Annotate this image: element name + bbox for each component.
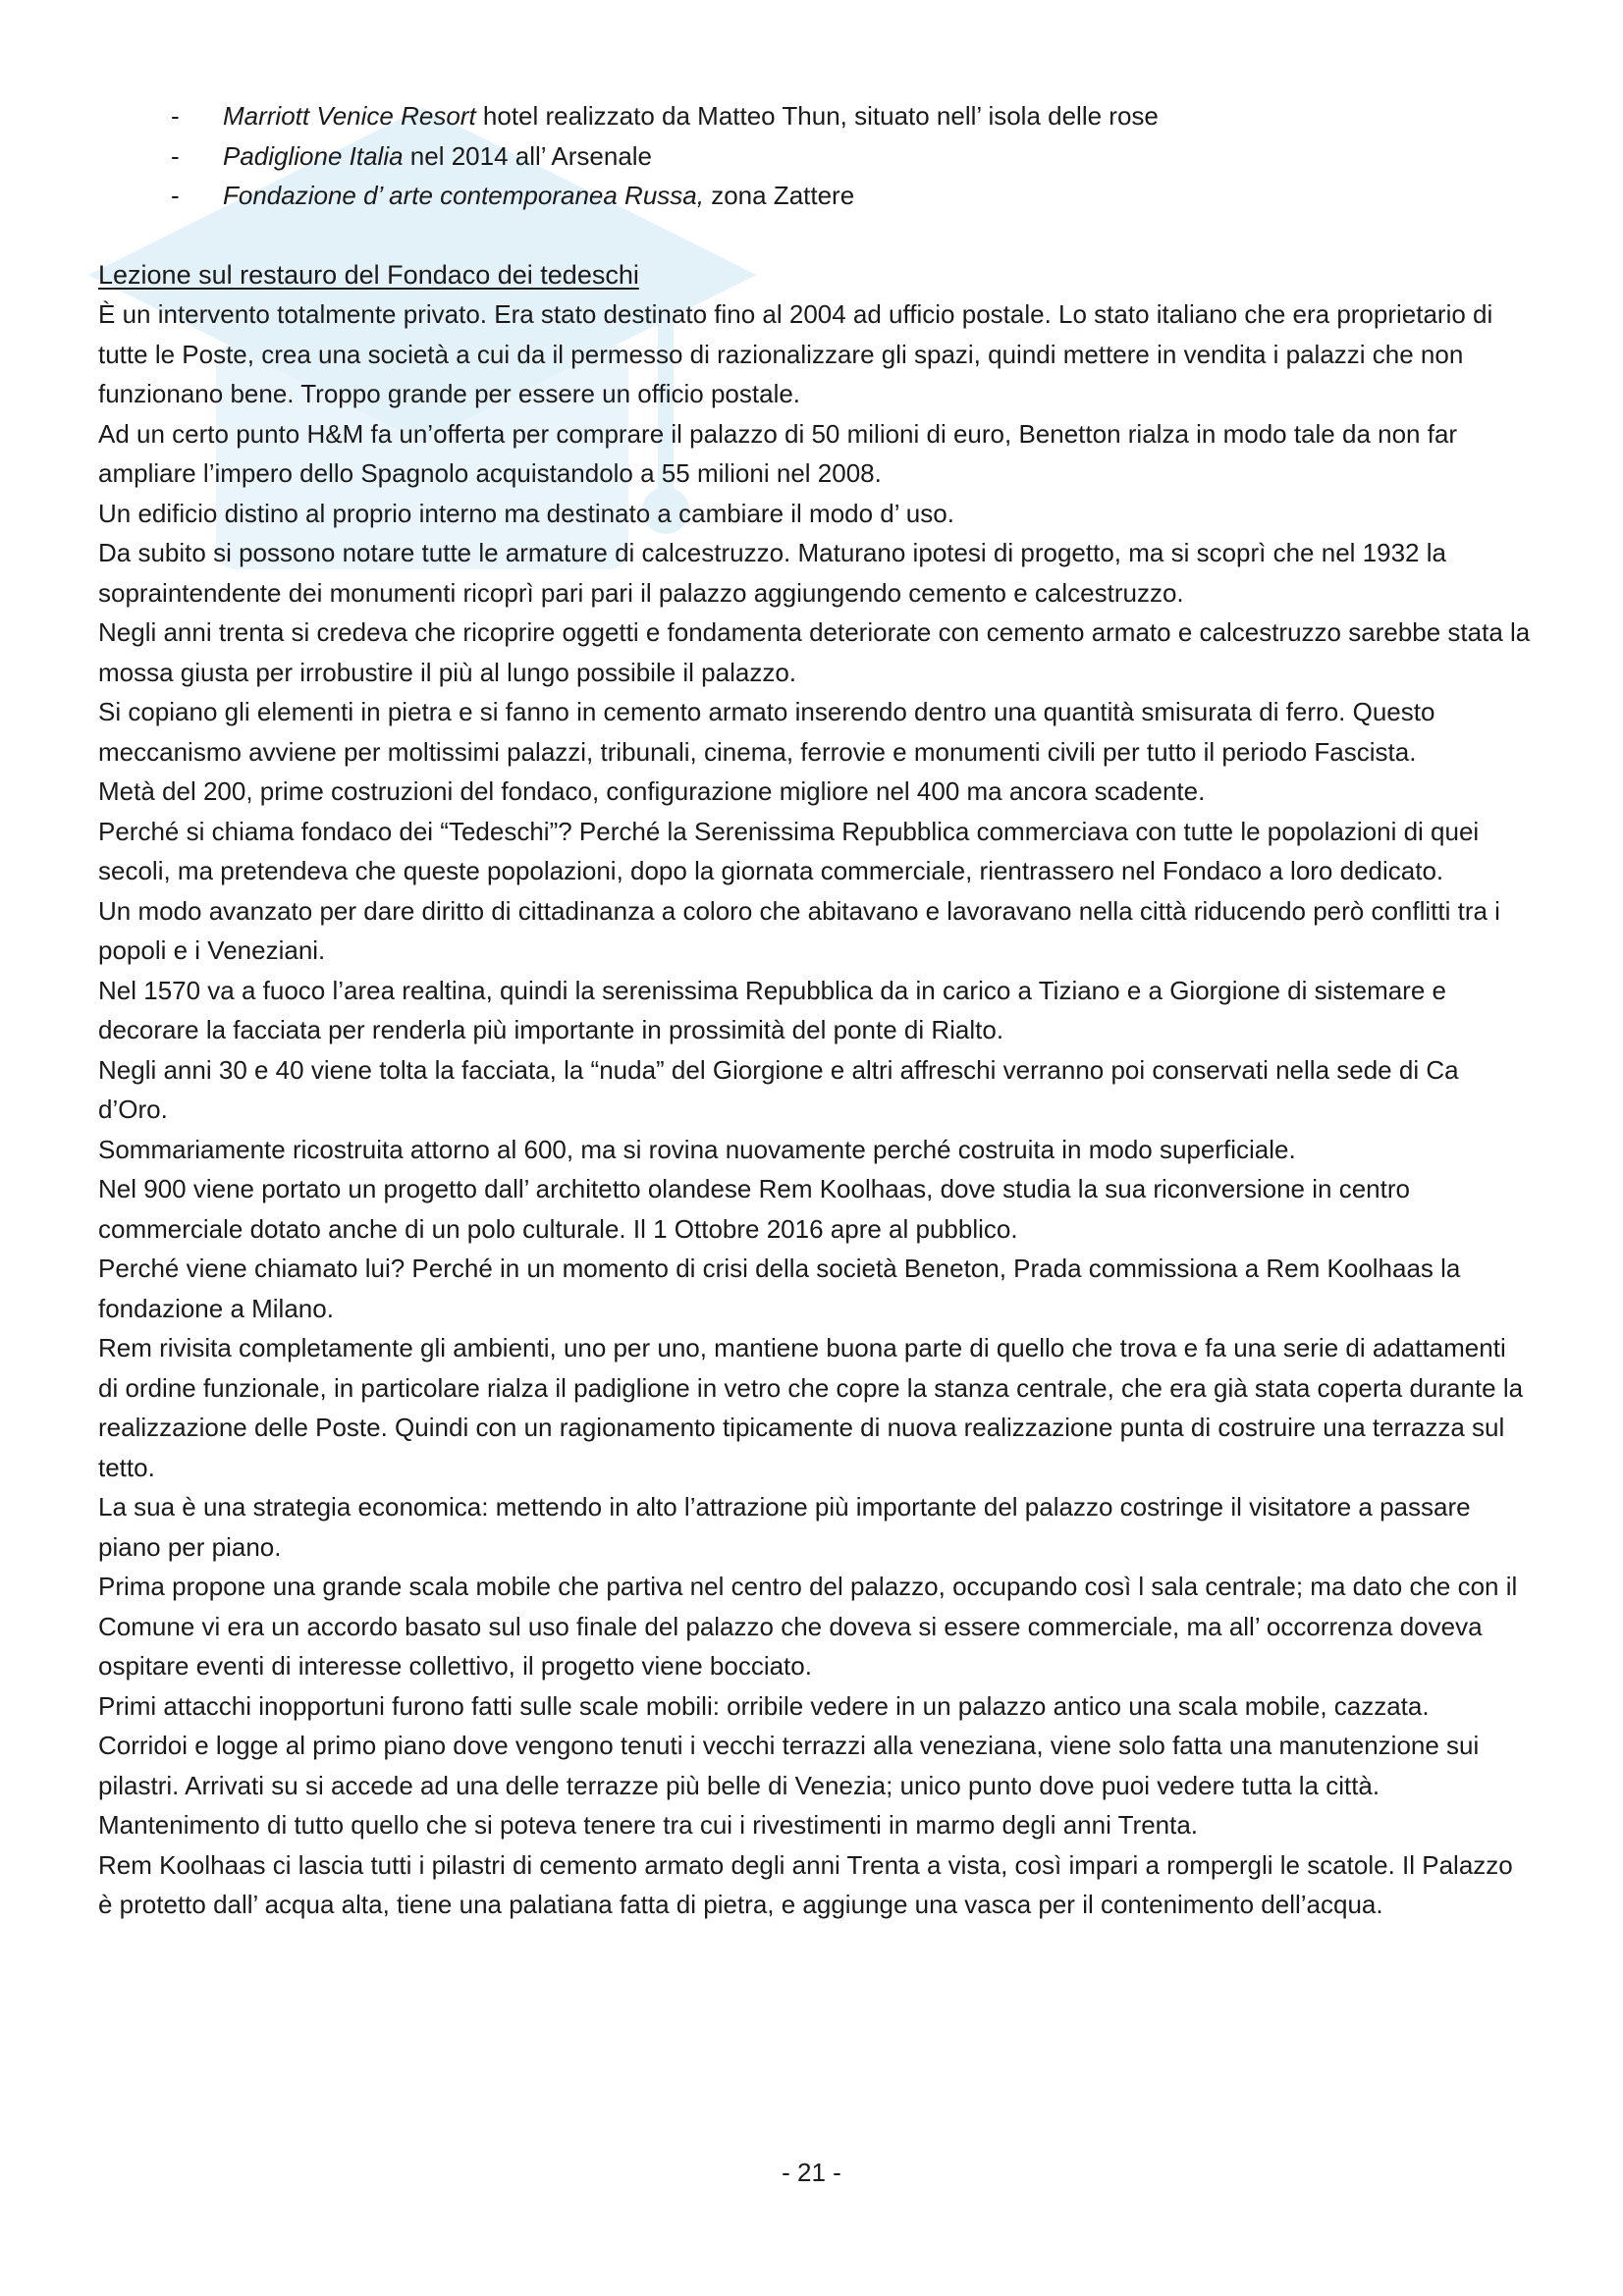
paragraph: Rem rivisita completamente gli ambienti, uno per uno, mantiene buona parte di quello che trova e fa una serie di adattamenti di ordine funzionale, in particolare rialza il padiglione in vetro che copre la stanza centrale, che era già stata coperta durante la realizzazione delle Poste. Quindi con un ragionamento tipicamente di nuova realizzazione punta di costruire una terrazza sul tetto.	[98, 1333, 1524, 1482]
paragraph: Mantenimento di tutto quello che si poteva tenere tra cui i rivestimenti in marmo degli anni Trenta.	[98, 1810, 1199, 1840]
paragraph: Sommariamente ricostruita attorno al 600, ma si rovina nuovamente perché costruita in modo superficiale.	[98, 1134, 1296, 1164]
paragraph: Nel 900 viene portato un progetto dall’ architetto olandese Rem Koolhaas, dove studia la sua riconversione in centro commerciale dotato anche di un polo culturale. Il 1 Ottobre 2016 apre al pubblico.	[98, 1174, 1410, 1244]
paragraph: Perché viene chiamato lui? Perché in un momento di crisi della società Beneton, Prada commissiona a Rem Koolhaas la fondazione a Milano.	[98, 1254, 1461, 1323]
paragraph: Metà del 200, prime costruzioni del fondaco, configurazione migliore nel 400 ma ancora scadente.	[98, 776, 1206, 806]
section-body	[98, 294, 1532, 1925]
paragraph: È un intervento totalmente privato. Era stato destinato fino al 2004 ad ufficio postale. Lo stato italiano che era proprietario di tutte le Poste, crea una società a cui da il permesso di razionalizzare gli spazi, quindi mettere in vendita i palazzi che non funzionano bene. Troppo grande per essere un officio postale.	[98, 299, 1493, 408]
paragraph: Rem Koolhaas ci lascia tutti i pilastri di cemento armato degli anni Trenta a vista, così impari a rompergli le scatole. Il Palazzo è protetto dall’ acqua alta, tiene una palatiana fatta di pietra, e aggiunge una vasca per il contenimento dell’acqua.	[98, 1849, 1513, 1919]
list-item: - Padiglione Italia nel 2014 all’ Arsenale	[171, 140, 653, 171]
paragraph: Un edificio distino al proprio interno ma destinato a cambiare il modo d’ uso.	[98, 498, 954, 528]
paragraph: Corridoi e logge al primo piano dove vengono tenuti i vecchi terrazzi alla veneziana, viene solo fatta una manutenzione sui pilastri. Arrivati su si accede ad una delle terrazze più belle di Venezia; unico punto dove puoi vedere tutta la città.	[98, 1731, 1480, 1800]
paragraph: Negli anni trenta si credeva che ricoprire oggetti e fondamenta deteriorate con cemento armato e calcestruzzo sarebbe stata la mossa giusta per irrobustire il più al lungo possibile il palazzo.	[98, 617, 1531, 687]
list-item: - Marriott Venice Resort hotel realizzato da Matteo Thun, situato nell’ isola delle rose	[171, 101, 1159, 131]
paragraph: Negli anni 30 e 40 viene tolta la facciata, la “nuda” del Giorgione e altri affreschi verranno poi conservati nella sede di Ca d’Oro.	[98, 1054, 1459, 1124]
list-item: - Fondazione d’ arte contemporanea Russa, zona Zattere	[171, 181, 855, 210]
document-page	[98, 96, 1532, 1925]
paragraph: La sua è una strategia economica: mettendo in alto l’attrazione più importante del palazzo costringe il visitatore a passare piano per piano.	[98, 1492, 1471, 1562]
paragraph: Ad un certo punto H&M fa un’offerta per comprare il palazzo di 50 milioni di euro, Benetton rialza in modo tale da non far ampliare l’impero dello Spagnolo acquistandolo a 55 milioni nel 2008.	[98, 418, 1458, 488]
paragraph: Si copiano gli elementi in pietra e si fanno in cemento armato inserendo dentro una quantità smisurata di ferro. Questo meccanismo avviene per moltissimi palazzi, tribunali, cinema, ferrovie e monumenti civili per tutto il periodo Fascista.	[98, 697, 1435, 767]
paragraph: Primi attacchi inopportuni furono fatti sulle scale mobili: orribile vedere in un palazzo antico una scala mobile, cazzata.	[98, 1690, 1430, 1721]
project-list	[98, 96, 1532, 216]
paragraph: Da subito si possono notare tutte le armature di calcestruzzo. Maturano ipotesi di progetto, ma si scoprì che nel 1932 la sopraintendente dei monumenti ricoprì pari pari il palazzo aggiungendo cemento e calcestruzzo.	[98, 538, 1446, 608]
section-title: Lezione sul restauro del Fondaco dei tedeschi	[98, 259, 639, 290]
paragraph: Nel 1570 va a fuoco l’area realtina, quindi la serenissima Repubblica da in carico a Tiziano e a Giorgione di sistemare e decorare la facciata per renderla più importante in prossimità del ponte di Rialto.	[98, 975, 1446, 1044]
page-number: - 21 -	[782, 2158, 841, 2187]
paragraph: Un modo avanzato per dare diritto di cittadinanza a coloro che abitavano e lavoravano nella città riducendo però conflitti tra i popoli e i Veneziani.	[98, 895, 1500, 965]
paragraph: Prima propone una grande scala mobile che partiva nel centro del palazzo, occupando così l sala centrale; ma dato che con il Comune vi era un accordo basato sul uso finale del palazzo che doveva si essere commerciale, ma all’ occorrenza doveva ospitare eventi di interesse collettivo, il progetto viene bocciato.	[98, 1572, 1518, 1681]
paragraph: Perché si chiama fondaco dei “Tedeschi”? Perché la Serenissima Repubblica commerciava con tutte le popolazioni di quei secoli, ma pretendeva che queste popolazioni, dopo la giornata commerciale, rientrassero nel Fondaco a loro dedicato.	[98, 816, 1480, 885]
